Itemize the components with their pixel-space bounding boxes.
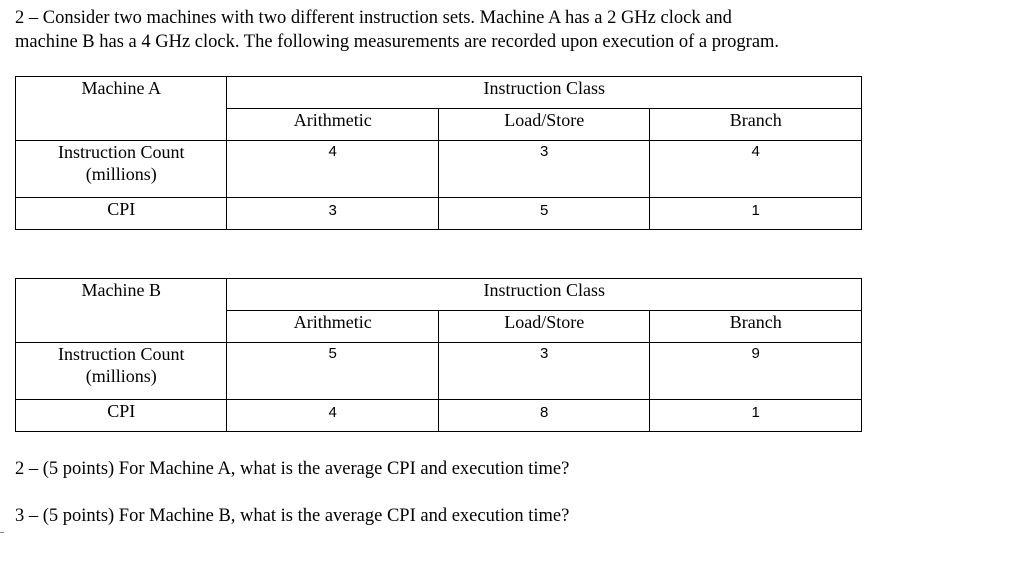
cpi-branch: 1 bbox=[650, 198, 862, 230]
blank-cell bbox=[16, 311, 227, 343]
problem-statement bbox=[15, 6, 1015, 54]
instruction-class-header: Instruction Class bbox=[227, 77, 862, 109]
blank-cell bbox=[16, 109, 227, 141]
machine-b-table bbox=[15, 278, 862, 432]
count-load-store: 3 bbox=[438, 141, 649, 198]
class-branch: Branch bbox=[650, 109, 862, 141]
count-load-store: 3 bbox=[438, 343, 649, 400]
class-arithmetic: Arithmetic bbox=[227, 311, 438, 343]
instruction-count-label-line-1: Instruction Count bbox=[57, 344, 185, 364]
cpi-label: CPI bbox=[16, 400, 227, 432]
instruction-count-label bbox=[16, 141, 227, 198]
machine-name: Machine B bbox=[16, 279, 227, 311]
margin-mark bbox=[0, 532, 4, 533]
count-arithmetic: 4 bbox=[227, 141, 438, 198]
machine-name: Machine A bbox=[16, 77, 227, 109]
cpi-arithmetic: 3 bbox=[227, 198, 438, 230]
problem-statement-line-1: 2 – Consider two machines with two different instruction sets. Machine A has a 2 GHz clock and bbox=[15, 8, 732, 28]
instruction-count-label-line-2: (millions) bbox=[85, 164, 157, 184]
count-arithmetic: 5 bbox=[227, 343, 438, 400]
class-load-store: Load/Store bbox=[438, 311, 649, 343]
count-branch: 4 bbox=[650, 141, 862, 198]
count-branch: 9 bbox=[650, 343, 862, 400]
class-arithmetic: Arithmetic bbox=[227, 109, 438, 141]
class-branch: Branch bbox=[650, 311, 862, 343]
machine-a-table bbox=[15, 76, 862, 230]
instruction-count-label-line-2: (millions) bbox=[85, 366, 157, 386]
cpi-label: CPI bbox=[16, 198, 227, 230]
question-machine-a: 2 – (5 points) For Machine A, what is the average CPI and execution time? bbox=[15, 459, 570, 479]
instruction-count-label bbox=[16, 343, 227, 400]
class-load-store: Load/Store bbox=[438, 109, 649, 141]
cpi-load-store: 8 bbox=[438, 400, 649, 432]
instruction-class-header: Instruction Class bbox=[227, 279, 862, 311]
cpi-branch: 1 bbox=[650, 400, 862, 432]
question-machine-b: 3 – (5 points) For Machine B, what is the average CPI and execution time? bbox=[15, 506, 570, 526]
problem-statement-line-2: machine B has a 4 GHz clock. The following measurements are recorded upon execution of a program. bbox=[15, 32, 780, 52]
cpi-load-store: 5 bbox=[438, 198, 649, 230]
instruction-count-label-line-1: Instruction Count bbox=[57, 142, 185, 162]
cpi-arithmetic: 4 bbox=[227, 400, 438, 432]
